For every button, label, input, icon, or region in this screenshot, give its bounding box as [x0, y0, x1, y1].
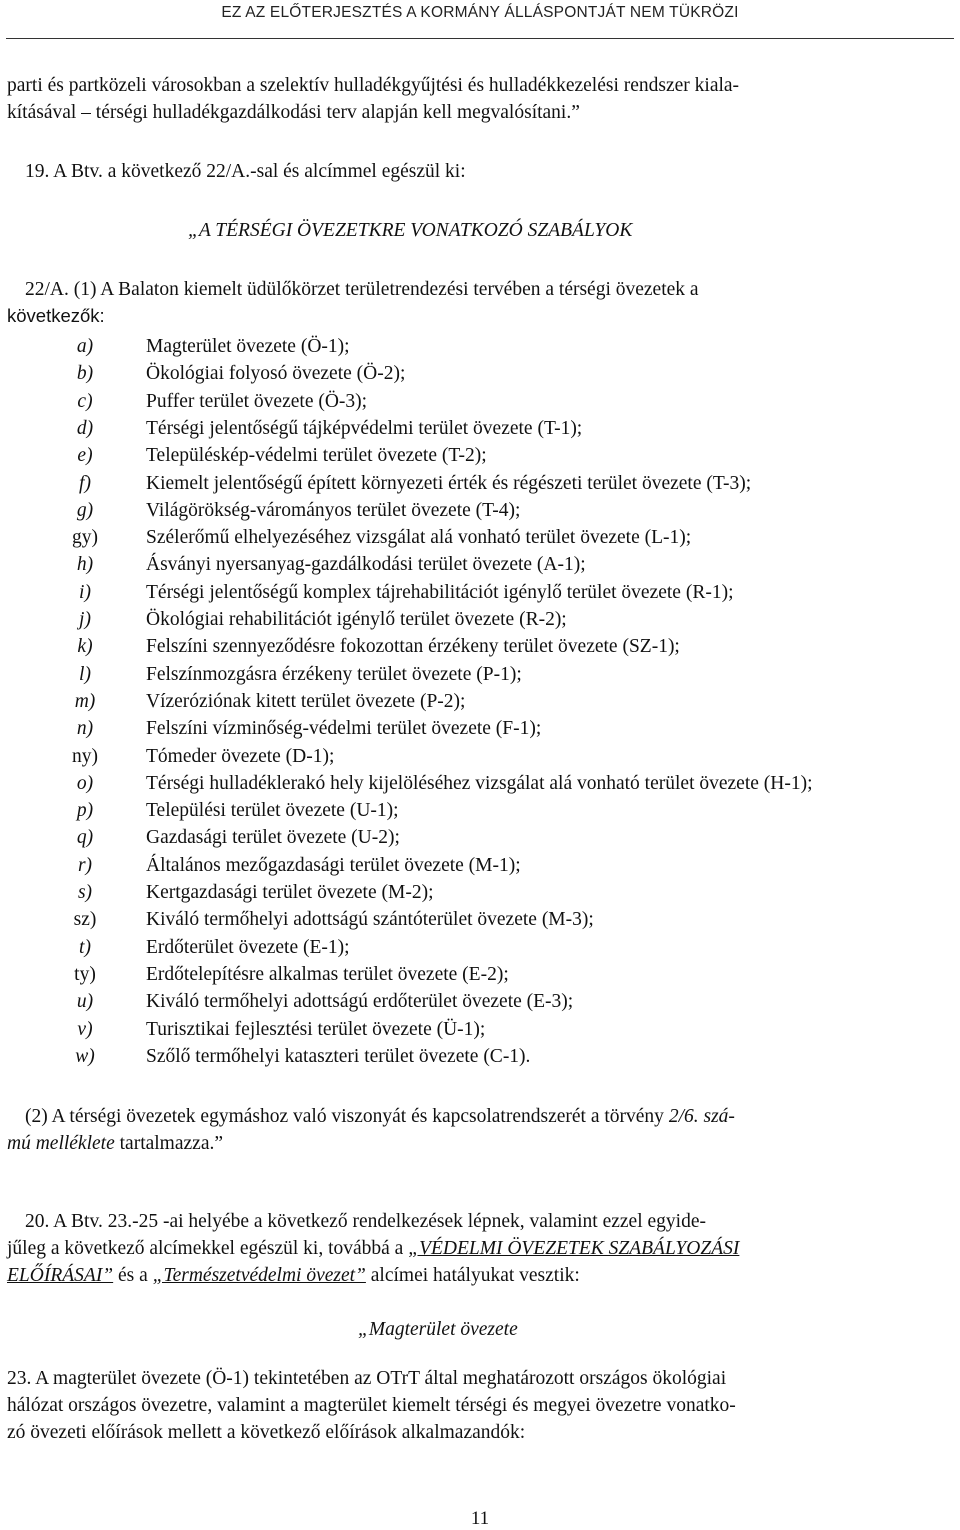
paragraph-2-end: tartalmazza.” [114, 1133, 223, 1154]
list-item-text: Puffer terület övezete (Ö-3); [146, 390, 368, 412]
paragraph-2-line-1 [25, 1107, 735, 1127]
list-item-text: Kiemelt jelentőségű épített környezeti érték és régészeti terület övezete (T-3); [146, 472, 752, 494]
list-item-text: Világörökség-várományos terület övezete (T-4); [146, 499, 521, 521]
list-item-label: e) [77, 445, 93, 467]
list-item-text: Felszíni szennyeződésre fokozottan érzékeny terület övezete (SZ-1); [146, 636, 680, 658]
list-item-text: Általános mezőgazdasági terület övezete (M-1); [146, 854, 521, 876]
section-22a-line-2: következők: [7, 305, 105, 326]
list-item [0, 363, 960, 387]
point-23-line-3: zó övezeti előírások mellett a következő előírások alkalmazandók: [7, 1422, 526, 1443]
list-item [0, 418, 960, 442]
list-item-text: Kiváló termőhelyi adottságú erdőterület övezete (E-3); [146, 991, 574, 1013]
point-20-line-1: 20. A Btv. 23.-25 -ai helyébe a következő rendelkezések lépnek, valamint ezzel egyide- [25, 1211, 706, 1232]
list-item [0, 636, 960, 660]
header-rule [6, 38, 954, 39]
list-item-label: f) [79, 472, 91, 494]
list-item-label: sz) [73, 909, 97, 931]
list-item [0, 609, 960, 633]
list-item-text: Erdőterület övezete (E-1); [146, 936, 350, 958]
intro-line-1: parti és partközeli városokban a szelektív hulladékgyűjtési és hulladékkezelési rendszer kiala- [7, 75, 740, 96]
list-item [0, 746, 960, 770]
list-item [0, 882, 960, 906]
list-item-label: k) [77, 636, 93, 658]
point-20-title-2: „Természetvédelmi övezet” [152, 1265, 366, 1286]
list-item [0, 827, 960, 851]
list-item-text: Szőlő termőhelyi kataszteri terület övezete (C-1). [146, 1045, 531, 1067]
point-19-text: 19. A Btv. a következő 22/A.-sal és alcímmel egészül ki: [25, 161, 466, 182]
list-item-text: Kertgazdasági terület övezete (M-2); [146, 882, 434, 903]
paragraph-2-ref-end: mú melléklete [7, 1133, 115, 1154]
list-item [0, 582, 960, 606]
list-item-label: g) [76, 499, 94, 521]
point-23-line-2: hálózat országos övezetre, valamint a magterület kiemelt térségi és megyei övezetre vonatko- [7, 1395, 736, 1416]
list-item-label: gy) [72, 527, 98, 549]
list-item-text: Felszínmozgásra érzékeny terület övezete (P-1); [146, 663, 522, 685]
list-item-label: ny) [72, 745, 98, 767]
list-item [0, 937, 960, 961]
list-item [0, 800, 960, 824]
list-item-text: Ökológiai folyosó övezete (Ö-2); [146, 363, 406, 385]
list-item [0, 473, 960, 497]
list-item-text: Felszíni vízminőség-védelmi terület övezete (F-1); [146, 718, 542, 740]
paragraph-2-line-2 [7, 1134, 223, 1154]
list-item [0, 391, 960, 415]
list-item-text: Térségi hulladéklerakó hely kijelöléséhez vizsgálat alá vonható terület övezete (H-1); [146, 772, 813, 794]
list-item-label: l) [79, 663, 91, 685]
list-item-label: r) [77, 854, 93, 876]
list-item-text: Ásványi nyersanyag-gazdálkodási terület övezete (A-1); [146, 554, 586, 576]
list-item-text: Vízeróziónak kitett terület övezete (P-2); [146, 690, 466, 712]
list-item-label: b) [76, 363, 94, 385]
list-item-label: j) [79, 609, 91, 630]
point-20-and: és a [113, 1265, 153, 1286]
list-item-label: m) [74, 690, 96, 712]
intro-line-2: kításával – térségi hulladékgazdálkodási terv alapján kell megvalósítani.” [7, 102, 580, 123]
paragraph-2-text: (2) A térségi övezetek egymáshoz való viszonyát és kapcsolatrendszerét a törvény [25, 1106, 669, 1127]
list-item-label: w) [75, 1045, 95, 1067]
list-item-label: c) [77, 390, 93, 412]
list-item-text: Térségi jelentőségű tájképvédelmi terület övezete (T-1); [146, 417, 583, 439]
list-item-label: u) [76, 991, 94, 1013]
list-item-text: Szélerőmű elhelyezéséhez vizsgálat alá vonható terület övezete (L-1); [146, 527, 692, 549]
page-header: EZ AZ ELŐTERJESZTÉS A KORMÁNY ÁLLÁSPONTJÁT NEM TÜKRÖZI [221, 4, 739, 21]
list-item [0, 773, 960, 797]
list-item-text: Tómeder övezete (D-1); [146, 745, 335, 767]
paragraph-2-ref: 2/6. szá- [668, 1106, 735, 1127]
list-item-text: Turisztikai fejlesztési terület övezete (Ü-1); [146, 1018, 486, 1040]
point-20-title-1-end: ELŐÍRÁSAI” [7, 1265, 114, 1286]
list-item-label: h) [76, 554, 94, 576]
list-item [0, 909, 960, 933]
list-item-label: ty) [74, 963, 96, 985]
list-item-label: d) [76, 417, 94, 439]
list-item [0, 691, 960, 715]
list-item [0, 445, 960, 469]
list-item-text: Magterület övezete (Ö-1); [146, 336, 350, 357]
subheading-magterulet: „Magterület övezete [358, 1319, 518, 1340]
list-item [0, 964, 960, 988]
list-item [0, 336, 960, 360]
list-item-text: Térségi jelentőségű komplex tájrehabilitációt igénylő terület övezete (R-1); [146, 581, 734, 603]
list-item [0, 855, 960, 879]
list-item [0, 1019, 960, 1043]
list-item-label: i) [79, 581, 91, 603]
section-heading: „A TÉRSÉGI ÖVEZETKRE VONATKOZÓ SZABÁLYOK [188, 220, 633, 241]
list-item-text: Ökológiai rehabilitációt igénylő terület övezete (R-2); [146, 609, 567, 630]
point-20-text: jűleg a következő alcímekkel egészül ki, továbbá a [7, 1238, 409, 1259]
list-item [0, 718, 960, 742]
list-item [0, 500, 960, 524]
list-item-label: q) [76, 827, 94, 849]
point-20-title-1: „VÉDELMI ÖVEZETEK SZABÁLYOZÁSI [408, 1238, 740, 1259]
point-20-line-2 [7, 1239, 739, 1259]
list-item-text: Települési terület övezete (U-1); [146, 800, 399, 822]
list-item-label: n) [76, 718, 94, 740]
list-item [0, 991, 960, 1015]
list-item-label: a) [76, 336, 94, 357]
point-20-line-3 [7, 1266, 580, 1286]
list-item-label: o) [76, 772, 94, 794]
list-item-text: Kiváló termőhelyi adottságú szántóterület övezete (M-3); [146, 909, 594, 931]
point-23-line-1: 23. A magterület övezete (Ö-1) tekintetében az OTrT által meghatározott országos ökológiai [7, 1368, 727, 1389]
list-item [0, 527, 960, 551]
page-number: 11 [470, 1508, 490, 1529]
list-item-text: Településkép-védelmi terület övezete (T-2); [146, 445, 487, 467]
list-item-label: s) [77, 882, 93, 903]
list-item [0, 664, 960, 688]
list-item-label: t) [79, 936, 91, 958]
list-item [0, 554, 960, 578]
section-22a-line-1: 22/A. (1) A Balaton kiemelt üdülőkörzet területrendezési tervében a térségi övezetek a [25, 279, 699, 300]
list-item-text: Gazdasági terület övezete (U-2); [146, 827, 400, 849]
list-item-label: p) [76, 800, 94, 822]
list-item-label: v) [77, 1018, 93, 1040]
list-item [0, 1046, 960, 1070]
list-item-text: Erdőtelepítésre alkalmas terület övezete (E-2); [146, 963, 509, 985]
point-20-end: alcímei hatályukat vesztik: [365, 1265, 580, 1286]
